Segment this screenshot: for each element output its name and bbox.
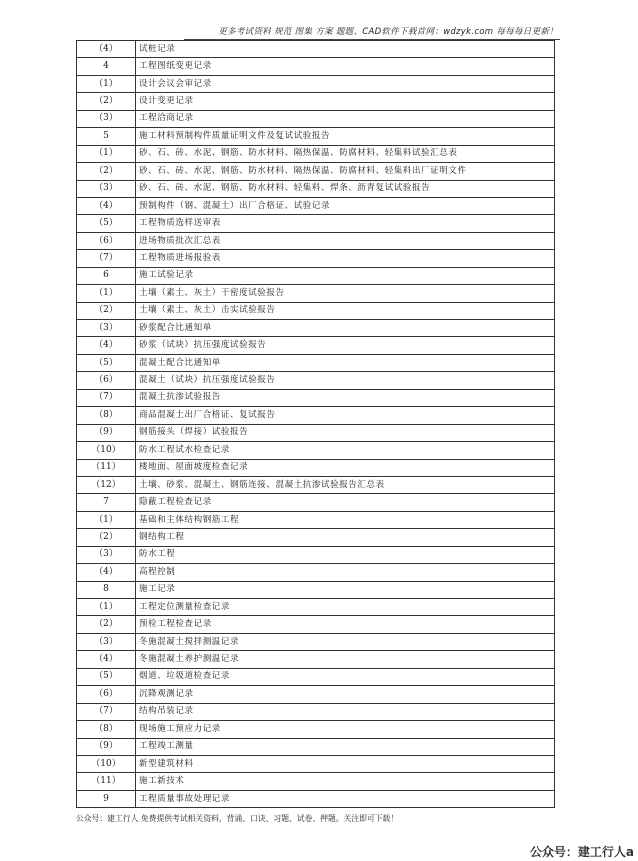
row-number: （11） xyxy=(77,459,136,476)
table-row xyxy=(77,372,555,389)
row-title: 隐蔽工程检查记录 xyxy=(136,494,555,511)
table-row xyxy=(77,581,555,598)
row-number: （10） xyxy=(77,442,136,459)
row-title: 工程图纸变更记录 xyxy=(136,58,555,75)
row-title: 钢筋接头（焊接）试验报告 xyxy=(136,424,555,441)
table-row xyxy=(77,564,555,581)
table-row xyxy=(77,285,555,302)
table-row xyxy=(77,215,555,232)
row-number: （7） xyxy=(77,389,136,406)
row-number: （6） xyxy=(77,686,136,703)
row-number: （1） xyxy=(77,511,136,528)
row-title: 现场施工预应力记录 xyxy=(136,721,555,738)
row-title: 设计会议会审记录 xyxy=(136,75,555,92)
row-title: 施工试验记录 xyxy=(136,267,555,284)
row-title: 混凝土抗渗试验报告 xyxy=(136,389,555,406)
row-title: 砂、石、砖、水泥、钢筋、防水材料、轻集料、焊条、沥青复试试验报告 xyxy=(136,180,555,197)
row-title: 工程洽商记录 xyxy=(136,110,555,127)
table-row xyxy=(77,58,555,75)
row-number: （9） xyxy=(77,738,136,755)
row-title: 防水工程 xyxy=(136,546,555,563)
row-number: （2） xyxy=(77,616,136,633)
row-number: 4 xyxy=(77,58,136,75)
row-number: （4） xyxy=(77,337,136,354)
row-title: 工程质量事故处理记录 xyxy=(136,790,555,807)
row-number: （2） xyxy=(77,302,136,319)
row-number: （7） xyxy=(77,703,136,720)
row-number: （8） xyxy=(77,407,136,424)
row-title: 冬施混凝土搅拌测温记录 xyxy=(136,633,555,650)
watermark: 公众号：建工行人a xyxy=(529,845,634,859)
table-row xyxy=(77,75,555,92)
row-title: 施工新技术 xyxy=(136,773,555,790)
row-title: 基础和主体结构钢筋工程 xyxy=(136,511,555,528)
table-row xyxy=(77,41,555,58)
table-row xyxy=(77,633,555,650)
row-title: 工程竣工测量 xyxy=(136,738,555,755)
row-number: （2） xyxy=(77,163,136,180)
table-row xyxy=(77,738,555,755)
row-number: （6） xyxy=(77,372,136,389)
row-number: （11） xyxy=(77,773,136,790)
row-title: 施工记录 xyxy=(136,581,555,598)
row-title: 砂浆（试块）抗压强度试验报告 xyxy=(136,337,555,354)
row-number: （3） xyxy=(77,546,136,563)
table-row xyxy=(77,110,555,127)
table-row xyxy=(77,250,555,267)
row-title: 土壤（素土、灰土）击实试验报告 xyxy=(136,302,555,319)
row-number: （1） xyxy=(77,75,136,92)
table-row xyxy=(77,703,555,720)
row-title: 工程定位测量检查记录 xyxy=(136,599,555,616)
row-title: 施工材料预制构件质量证明文件及复试试验报告 xyxy=(136,128,555,145)
table-row xyxy=(77,267,555,284)
row-title: 设计变更记录 xyxy=(136,93,555,110)
row-title: 土壤（素土、灰土）干密度试验报告 xyxy=(136,285,555,302)
row-number: （10） xyxy=(77,755,136,772)
row-number: （3） xyxy=(77,633,136,650)
table-row xyxy=(77,721,555,738)
table-row xyxy=(77,476,555,493)
table-row xyxy=(77,755,555,772)
row-title: 新型建筑材料 xyxy=(136,755,555,772)
row-title: 烟道、垃圾道检查记录 xyxy=(136,668,555,685)
table-row xyxy=(77,163,555,180)
row-title: 混凝土配合比通知单 xyxy=(136,354,555,371)
table-row xyxy=(77,494,555,511)
row-number: （3） xyxy=(77,320,136,337)
row-number: 6 xyxy=(77,267,136,284)
table-row xyxy=(77,145,555,162)
table-row xyxy=(77,128,555,145)
table-row xyxy=(77,668,555,685)
table-row xyxy=(77,511,555,528)
row-title: 商品混凝土出厂合格证、复试报告 xyxy=(136,407,555,424)
row-number: （6） xyxy=(77,232,136,249)
table-row xyxy=(77,407,555,424)
row-number: （5） xyxy=(77,668,136,685)
table-row xyxy=(77,232,555,249)
row-number: （1） xyxy=(77,599,136,616)
table-row xyxy=(77,546,555,563)
row-number: （5） xyxy=(77,215,136,232)
row-number: （8） xyxy=(77,721,136,738)
row-number: 9 xyxy=(77,790,136,807)
table-row xyxy=(77,337,555,354)
row-number: （1） xyxy=(77,145,136,162)
table-row xyxy=(77,773,555,790)
table-row xyxy=(77,459,555,476)
table-row xyxy=(77,599,555,616)
table-row xyxy=(77,389,555,406)
row-number: （3） xyxy=(77,180,136,197)
row-number: （12） xyxy=(77,476,136,493)
row-title: 砂浆配合比通知单 xyxy=(136,320,555,337)
row-number: （4） xyxy=(77,197,136,214)
table-row xyxy=(77,529,555,546)
row-number: （4） xyxy=(77,651,136,668)
row-title: 结构吊装记录 xyxy=(136,703,555,720)
row-number: （9） xyxy=(77,424,136,441)
table-row xyxy=(77,790,555,807)
row-title: 沉降观测记录 xyxy=(136,686,555,703)
row-title: 楼地面、屋面坡度检查记录 xyxy=(136,459,555,476)
row-title: 砂、石、砖、水泥、钢筋、防水材料、隔热保温、防腐材料、轻集料出厂证明文件 xyxy=(136,163,555,180)
table-row xyxy=(77,354,555,371)
row-title: 高程控制 xyxy=(136,564,555,581)
row-title: 防水工程试水检查记录 xyxy=(136,442,555,459)
row-number: （2） xyxy=(77,529,136,546)
table-row xyxy=(77,651,555,668)
records-table xyxy=(76,40,555,808)
row-title: 预制构件（钢、混凝土）出厂合格证、试验记录 xyxy=(136,197,555,214)
row-title: 钢结构工程 xyxy=(136,529,555,546)
row-title: 混凝土（试块）抗压强度试验报告 xyxy=(136,372,555,389)
table-row xyxy=(77,93,555,110)
row-number: （4） xyxy=(77,564,136,581)
row-number: 8 xyxy=(77,581,136,598)
row-number: 7 xyxy=(77,494,136,511)
table-row xyxy=(77,320,555,337)
row-number: （5） xyxy=(77,354,136,371)
row-number: （4） xyxy=(77,41,136,58)
table-row xyxy=(77,424,555,441)
table-row xyxy=(77,197,555,214)
table-row xyxy=(77,302,555,319)
row-number: （3） xyxy=(77,110,136,127)
table-row xyxy=(77,180,555,197)
row-title: 工程物质进场报验表 xyxy=(136,250,555,267)
page-header: 更多考试资料 规范 图集 方案 题题、CAD软件下载首网：wdzyk.com 每每每日更新！ xyxy=(218,27,558,37)
page-footer: 公众号：建工行人 免费提供考试相关资料，背诵、口诀、习题、试卷、押题。关注即可下载！ xyxy=(76,814,399,823)
table-row xyxy=(77,616,555,633)
row-title: 试桩记录 xyxy=(136,41,555,58)
records-table-body xyxy=(77,41,555,808)
row-number: （2） xyxy=(77,93,136,110)
row-title: 砂、石、砖、水泥、钢筋、防水材料、隔热保温、防腐材料、轻集料试验汇总表 xyxy=(136,145,555,162)
row-number: （1） xyxy=(77,285,136,302)
table-row xyxy=(77,442,555,459)
table-row xyxy=(77,686,555,703)
row-title: 预检工程检查记录 xyxy=(136,616,555,633)
row-number: 5 xyxy=(77,128,136,145)
row-title: 土壤、砂浆、混凝土、钢筋连接、混凝土抗渗试验报告汇总表 xyxy=(136,476,555,493)
row-number: （7） xyxy=(77,250,136,267)
row-title: 冬施混凝土养护测温记录 xyxy=(136,651,555,668)
row-title: 进场物质批次汇总表 xyxy=(136,232,555,249)
row-title: 工程物质选样送审表 xyxy=(136,215,555,232)
